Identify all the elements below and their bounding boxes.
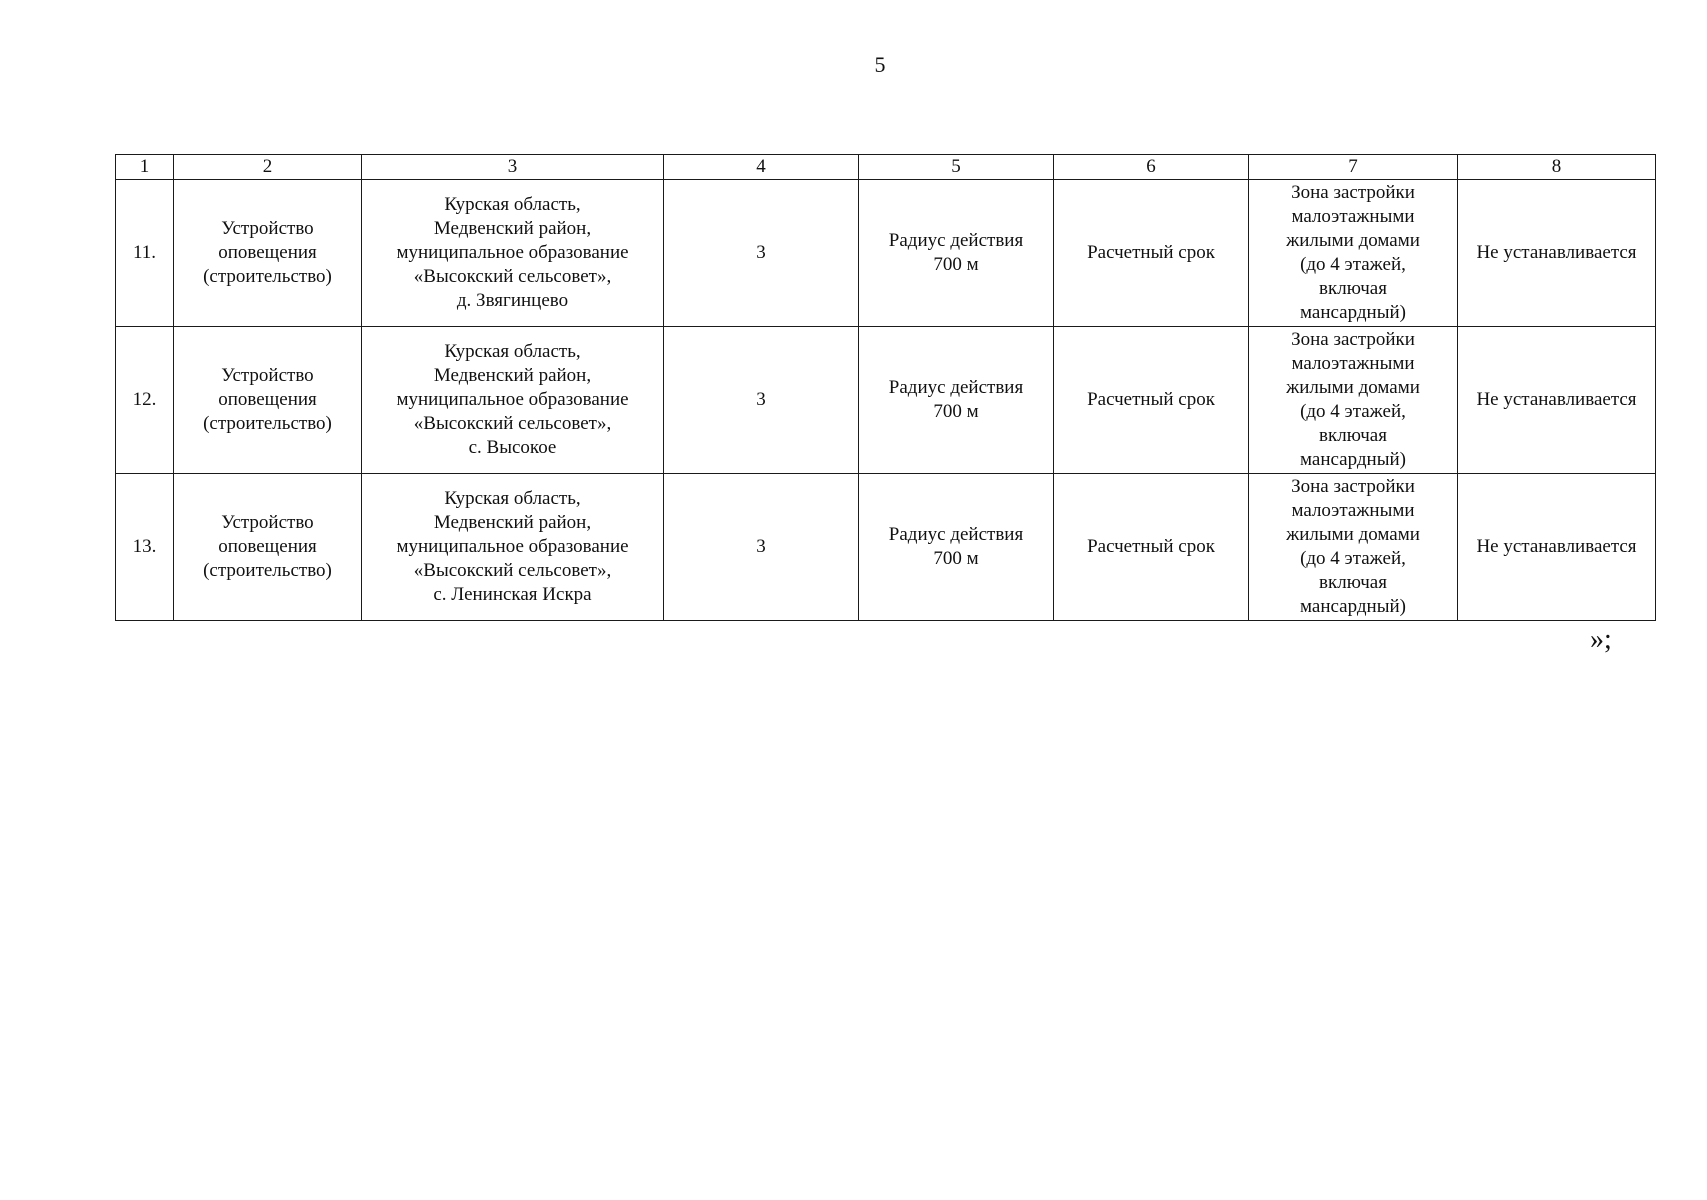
row-number: 13. <box>116 474 174 621</box>
header-cell: 8 <box>1458 155 1656 180</box>
col4-cell: 3 <box>664 180 859 327</box>
location-line: Курская область, <box>444 194 581 215</box>
characteristics-line: Радиус действия <box>888 377 1024 398</box>
table-header-row <box>116 155 1656 180</box>
location-line: Медвенский район, <box>433 512 592 533</box>
header-cell: 6 <box>1054 155 1249 180</box>
header-cell: 1 <box>116 155 174 180</box>
object-name-cell <box>174 327 362 474</box>
table-row <box>116 474 1656 621</box>
object-line: оповещения <box>218 242 317 263</box>
location-line: Курская область, <box>444 341 581 362</box>
zone-line: жилыми домами <box>1286 230 1420 251</box>
zone-line: малоэтажными <box>1291 500 1415 521</box>
table-row <box>116 180 1656 327</box>
zone-cell <box>1249 474 1458 621</box>
location-cell <box>362 180 664 327</box>
location-line: муниципальное образование <box>396 389 629 410</box>
location-line: Медвенский район, <box>433 365 592 386</box>
zone-cell <box>1249 327 1458 474</box>
protection-zone-cell: Не устанавливается <box>1458 474 1656 621</box>
zone-line: Зона застройки <box>1291 182 1415 203</box>
term-cell: Расчетный срок <box>1054 474 1249 621</box>
characteristics-cell <box>859 327 1054 474</box>
term-cell: Расчетный срок <box>1054 327 1249 474</box>
row-number: 11. <box>116 180 174 327</box>
zone-line: мансардный) <box>1300 302 1406 323</box>
zone-line: Зона застройки <box>1291 476 1415 497</box>
object-line: Устройство <box>221 218 314 239</box>
header-cell: 4 <box>664 155 859 180</box>
object-line: (строительство) <box>203 266 332 287</box>
zone-line: мансардный) <box>1300 449 1406 470</box>
zone-line: включая <box>1319 425 1387 446</box>
location-line: «Высокский сельсовет», <box>413 266 612 287</box>
location-line: Медвенский район, <box>433 218 592 239</box>
location-cell <box>362 327 664 474</box>
header-cell: 7 <box>1249 155 1458 180</box>
header-cell: 5 <box>859 155 1054 180</box>
object-name-cell <box>174 180 362 327</box>
object-line: Устройство <box>221 365 314 386</box>
characteristics-cell <box>859 180 1054 327</box>
object-name-cell <box>174 474 362 621</box>
object-line: оповещения <box>218 536 317 557</box>
col4-cell: 3 <box>664 474 859 621</box>
location-line: «Высокский сельсовет», <box>413 560 612 581</box>
table-row <box>116 327 1656 474</box>
object-line: Устройство <box>221 512 314 533</box>
zone-line: жилыми домами <box>1286 377 1420 398</box>
object-line: (строительство) <box>203 413 332 434</box>
location-line: с. Ленинская Искра <box>433 584 592 605</box>
characteristics-line: Радиус действия <box>888 230 1024 251</box>
protection-zone-cell: Не устанавливается <box>1458 180 1656 327</box>
page-number: 5 <box>874 52 886 77</box>
characteristics-line: 700 м <box>933 548 979 569</box>
term-cell: Расчетный срок <box>1054 180 1249 327</box>
zone-line: мансардный) <box>1300 596 1406 617</box>
zone-line: (до 4 этажей, <box>1300 548 1406 569</box>
zone-line: малоэтажными <box>1291 206 1415 227</box>
location-line: «Высокский сельсовет», <box>413 413 612 434</box>
zone-line: Зона застройки <box>1291 329 1415 350</box>
row-number: 12. <box>116 327 174 474</box>
objects-table <box>115 154 1656 621</box>
location-cell <box>362 474 664 621</box>
col4-cell: 3 <box>664 327 859 474</box>
header-cell: 2 <box>174 155 362 180</box>
closing-quote-mark: »; <box>1590 624 1612 655</box>
characteristics-cell <box>859 474 1054 621</box>
characteristics-line: 700 м <box>933 254 979 275</box>
zone-line: включая <box>1319 278 1387 299</box>
location-line: Курская область, <box>444 488 581 509</box>
object-line: (строительство) <box>203 560 332 581</box>
header-cell: 3 <box>362 155 664 180</box>
zone-line: жилыми домами <box>1286 524 1420 545</box>
location-line: муниципальное образование <box>396 536 629 557</box>
location-line: с. Высокое <box>468 437 557 458</box>
zone-cell <box>1249 180 1458 327</box>
zone-line: малоэтажными <box>1291 353 1415 374</box>
characteristics-line: 700 м <box>933 401 979 422</box>
zone-line: (до 4 этажей, <box>1300 401 1406 422</box>
zone-line: (до 4 этажей, <box>1300 254 1406 275</box>
protection-zone-cell: Не устанавливается <box>1458 327 1656 474</box>
characteristics-line: Радиус действия <box>888 524 1024 545</box>
object-line: оповещения <box>218 389 317 410</box>
location-line: муниципальное образование <box>396 242 629 263</box>
zone-line: включая <box>1319 572 1387 593</box>
location-line: д. Звягинцево <box>456 290 569 311</box>
